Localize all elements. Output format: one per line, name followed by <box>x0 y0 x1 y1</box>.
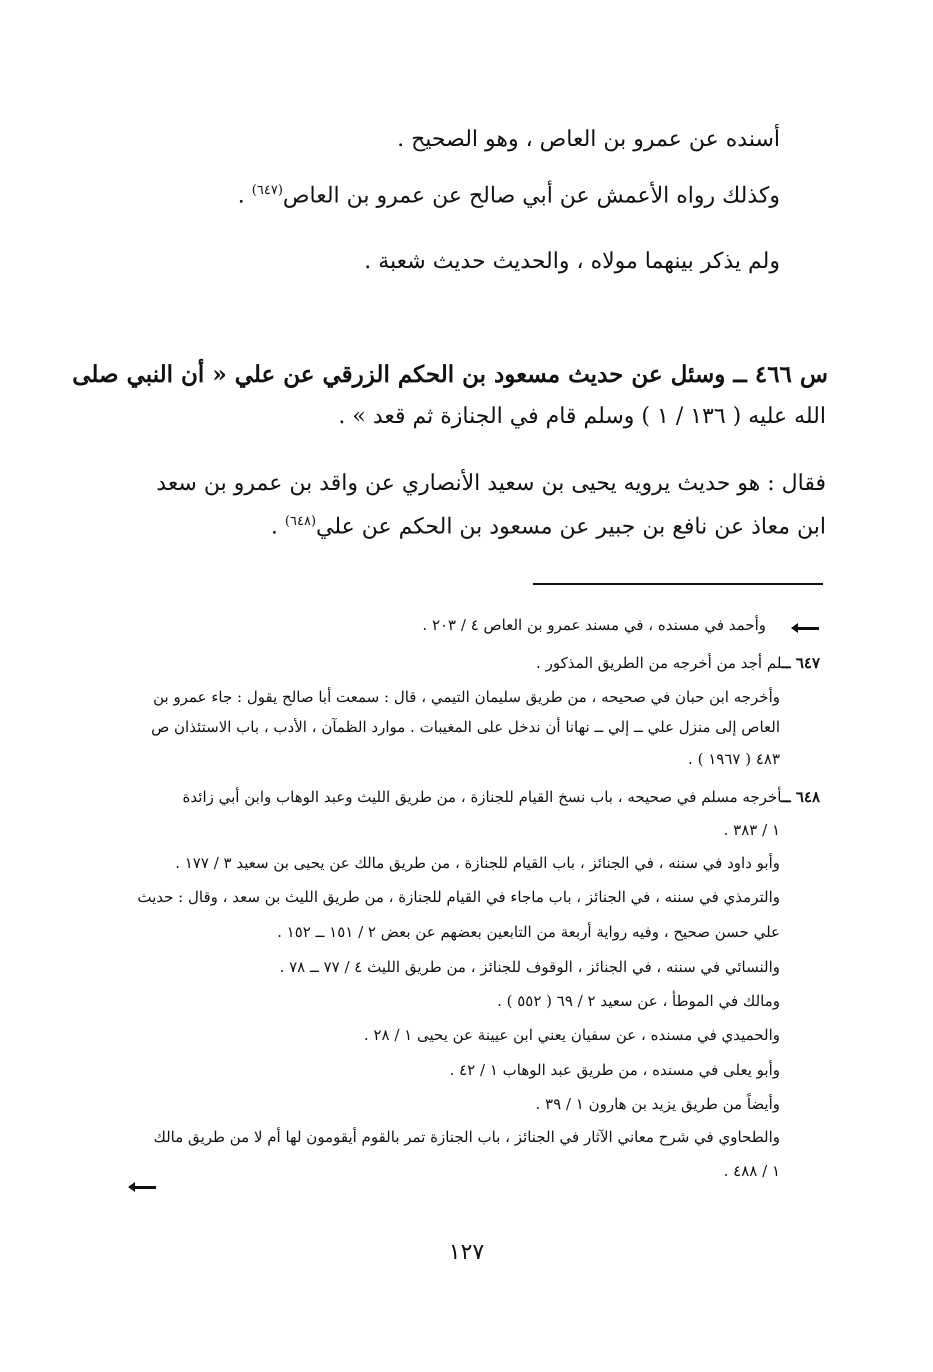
footnote-647-number: ٦٤٧ ــ <box>781 654 820 672</box>
footnote-648-line-5: علي حسن صحيح ، وفيه رواية أربعة من التابعين بعضهم عن بعض ٢ / ١٥١ ــ ١٥٢ . <box>277 923 780 941</box>
continuation-arrow-icon <box>795 627 819 630</box>
answer-line-1: فقال : هو حديث يرويه يحيى بن سعيد الأنصاري عن واقد بن عمرو بن سعد <box>156 471 826 496</box>
footnote-648-line-6: والنسائي في سننه ، في الجنائز ، الوقوف للجنائز ، من طريق الليث ٤ / ٧٧ ــ ٧٨ . <box>279 958 780 976</box>
footnote-separator <box>533 583 823 585</box>
question-line-2: الله عليه ( ١٣٦ / ١ ) وسلم قام في الجنازة ثم قعد » . <box>338 404 826 429</box>
intro-line-2 <box>238 184 780 209</box>
footnote-647-first-line <box>536 655 820 672</box>
footnote-648-line-1: أخرجه مسلم في صحيحه ، باب نسخ القيام للجنازة ، من طريق الليث وعبد الوهاب وابن أبي زائدة <box>182 788 782 806</box>
footnote-648-line-3: وأبو داود في سننه ، في الجنائز ، باب القيام للجنازة ، من طريق مالك عن يحيى بن سعيد ٣ / ١٧٧ . <box>175 854 780 872</box>
answer-line-2 <box>271 515 826 540</box>
answer-line-2-end: . <box>270 514 285 540</box>
footnote-continuation: وأحمد في مسنده ، في مسند عمرو بن العاص ٤ / ٢٠٣ . <box>422 616 766 634</box>
footnote-648-line-2: ١ / ٣٨٣ . <box>723 821 780 839</box>
footnote-647-line-3: العاص إلى منزل علي ــ إلي ــ نهانا أن ندخل على المغيبات . موارد الظمآن ، الأدب ، باب الاستئذان ص <box>151 718 780 736</box>
intro-line-2-text: وكذلك رواه الأعمش عن أبي صالح عن عمرو بن العاص <box>282 183 780 209</box>
intro-line-2-end: . <box>237 183 252 209</box>
intro-line-3: ولم يذكر بينهما مولاه ، والحديث حديث شعبة . <box>364 249 780 274</box>
footnote-648-number: ٦٤٨ ــ <box>781 788 820 806</box>
footnote-648-line-10: وأيضاً من طريق يزيد بن هارون ١ / ٣٩ . <box>535 1095 780 1113</box>
footnote-ref-648: (٦٤٨) <box>284 514 317 529</box>
intro-line-1: أسنده عن عمرو بن العاص ، وهو الصحيح . <box>397 127 780 152</box>
footnote-648-line-12: ١ / ٤٨٨ . <box>723 1162 780 1180</box>
footnote-647-line-4: ٤٨٣ ( ١٩٦٧ ) . <box>688 750 780 768</box>
footnote-648-line-9: وأبو يعلى في مسنده ، من طريق عبد الوهاب ١ / ٤٢ . <box>449 1061 780 1079</box>
footnote-648-line-7: ومالك في الموطأ ، عن سعيد ٢ / ٦٩ ( ٥٥٢ ) . <box>497 992 780 1010</box>
question-line-1: س ٤٦٦ ــ وسئل عن حديث مسعود بن الحكم الزرقي عن علي « أن النبي صلى <box>72 361 828 388</box>
footnote-648-line-11: والطحاوي في شرح معاني الآثار في الجنائز ، باب الجنازة تمر بالقوم أيقومون لها أم لا من طريق مالك <box>153 1128 780 1146</box>
footnote-648-first-line <box>183 789 820 806</box>
footnote-647-line-2: وأخرجه ابن حبان في صحيحه ، من طريق سليمان التيمي ، قال : سمعت أبا صالح يقول : جاء عمرو بن <box>153 688 780 706</box>
answer-line-2-text: ابن معاذ عن نافع بن جبير عن مسعود بن الحكم عن علي <box>316 514 826 540</box>
page-number: ١٢٧ <box>448 1240 485 1265</box>
continues-arrow-icon <box>132 1186 156 1189</box>
footnote-648-line-4: والترمذي في سننه ، في الجنائز ، باب ماجاء في القيام للجنازة ، من طريق الليث بن سعد ، وقال : حديث <box>137 888 780 906</box>
footnote-648-line-8: والحميدي في مسنده ، عن سفيان يعني ابن عيينة عن يحيى ١ / ٢٨ . <box>363 1026 780 1044</box>
footnote-647-line-1: لم أجد من أخرجه من الطريق المذكور . <box>536 654 782 672</box>
footnote-ref-647: (٦٤٧) <box>251 183 283 198</box>
